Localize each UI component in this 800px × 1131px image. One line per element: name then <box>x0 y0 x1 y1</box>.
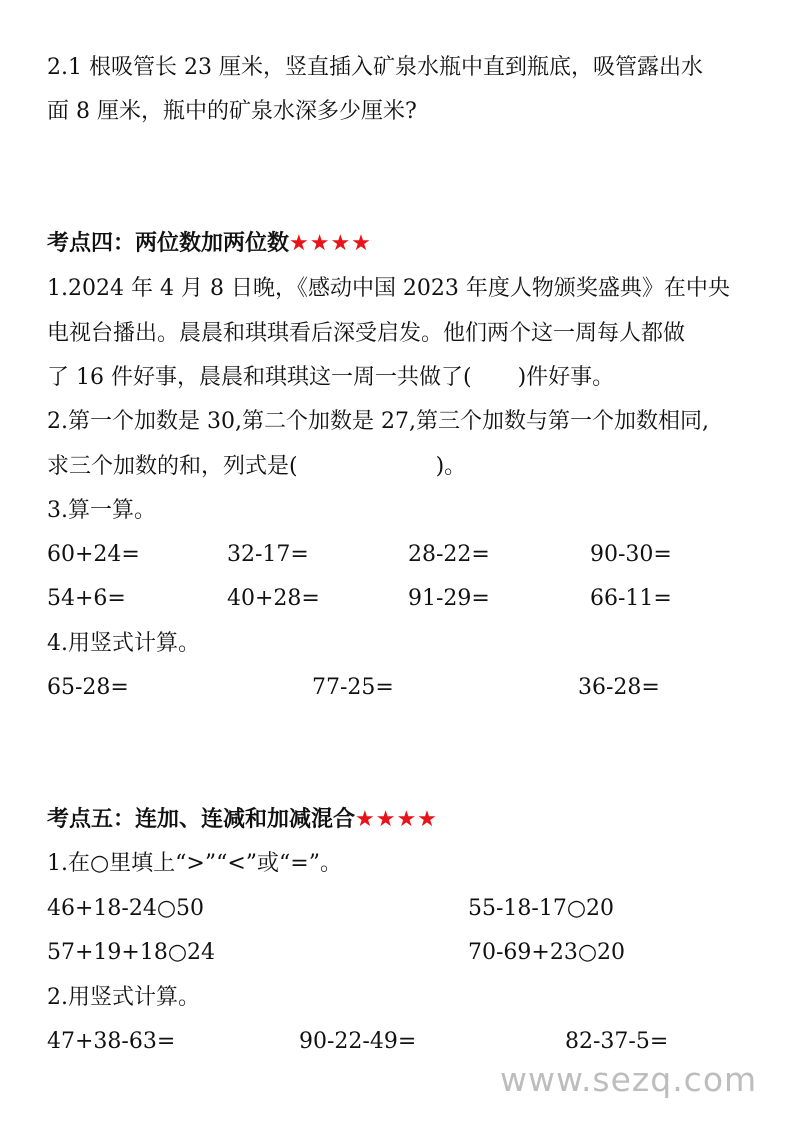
vertical-calc-item: 77-25= <box>312 675 394 700</box>
section4-q1-line3-before: 了 16 件好事，晨晨和琪琪这一周一共做了( <box>47 365 472 390</box>
calc-item: 90-30= <box>590 542 672 567</box>
section4-q3-title: 3.算一算。 <box>47 498 156 523</box>
calc-item: 91-29= <box>408 586 490 611</box>
calc-item: 28-22= <box>408 542 490 567</box>
section5-q1-title: 1.在○里填上“>”“<”或“=”。 <box>47 851 342 876</box>
compare-item: 55-18-17○20 <box>468 896 615 921</box>
vertical-calc-item: 82-37-5= <box>565 1029 669 1054</box>
problem-2-1-line1: 2.1 根吸管长 23 厘米，竖直插入矿泉水瓶中直到瓶底，吸管露出水 <box>47 55 703 80</box>
section4-title: 考点四：两位数加两位数 <box>47 231 290 256</box>
vertical-calc-item: 90-22-49= <box>299 1029 417 1054</box>
vertical-calc-item: 36-28= <box>578 675 660 700</box>
calc-item: 40+28= <box>227 586 320 611</box>
section5-q2-title: 2.用竖式计算。 <box>47 985 200 1010</box>
section4-q1-line2: 电视台播出。晨晨和琪琪看后深受启发。他们两个这一周每人都做 <box>47 321 686 346</box>
section4-q1-line1: 1.2024 年 4 月 8 日晚，《感动中国 2023 年度人物颁奖盛典》在中央 <box>47 276 730 301</box>
section4-q2-line2 <box>47 453 466 481</box>
compare-item: 46+18-24○50 <box>47 896 205 921</box>
compare-item: 57+19+18○24 <box>47 940 216 965</box>
section4-q2-line1: 2.第一个加数是 30,第二个加数是 27,第三个加数与第一个加数相同, <box>47 409 709 434</box>
section5-stars: ★★★★ <box>355 807 438 832</box>
section4-q1-line3-after: )件好事。 <box>517 365 615 390</box>
section4-q1-line3 <box>47 364 614 392</box>
vertical-calc-item: 47+38-63= <box>47 1029 176 1054</box>
section4-q2-line2-after: )。 <box>435 454 467 479</box>
section5-title: 考点五：连加、连减和加减混合 <box>47 807 356 832</box>
section4-q4-title: 4.用竖式计算。 <box>47 631 200 656</box>
section4-heading <box>47 230 372 258</box>
problem-2-1-line2: 面 8 厘米，瓶中的矿泉水深多少厘米? <box>47 99 417 124</box>
section4-stars: ★★★★ <box>289 231 372 256</box>
calc-item: 66-11= <box>590 586 672 611</box>
section4-q2-line2-before: 求三个加数的和，列式是( <box>47 454 298 479</box>
watermark: www.sezq.com <box>500 1060 758 1099</box>
calc-item: 32-17= <box>227 542 309 567</box>
calc-item: 54+6= <box>47 586 126 611</box>
section5-heading <box>47 806 438 834</box>
vertical-calc-item: 65-28= <box>47 675 129 700</box>
compare-item: 70-69+23○20 <box>468 940 626 965</box>
calc-item: 60+24= <box>47 542 140 567</box>
